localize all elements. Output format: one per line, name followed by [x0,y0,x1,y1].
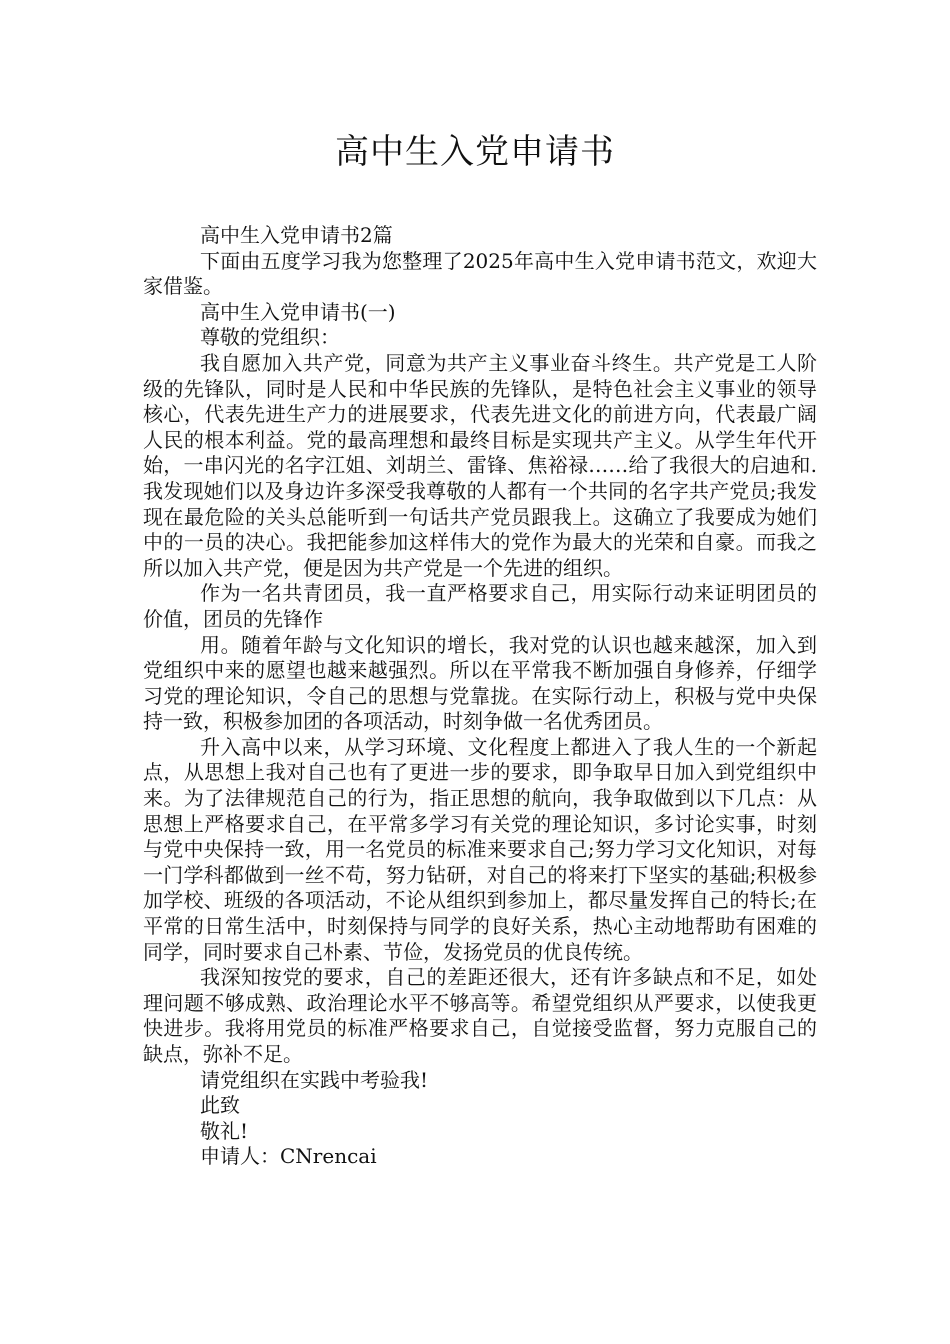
closing-regards: 敬礼! [200,1118,249,1143]
section-heading: 高中生入党申请书(一) [200,299,396,324]
intro-paragraph: 下面由五度学习我为您整理了2025年高中生入党申请书范文，欢迎大家借鉴。 [143,248,817,299]
body-paragraph: 我自愿加入共产党，同意为共产主义事业奋斗终生。共产党是工人阶级的先锋队，同时是人民和中华民族的先锋队，是特色社会主义事业的领导核心，代表先进生产力的进展要求，代表先进文化的前进方向，代表最广阔人民的根本利益。党的最高理想和最终目标是实现共产主义。从学生年代开始，一串闪光的名字江姐、刘胡兰、雷锋、焦裕禄……给了我很大的启迪和.我发现她们以及身边许多深受我尊敬的人都有一个共同的名字共产党员;我发现在最危险的关头总能听到一句话共产党员跟我上。这确立了我要成为她们中的一员的决心。我把能参加这样伟大的党作为最大的光荣和自豪。而我之所以加入共产党，便是因为共产党是一个先进的组织。 [143,350,817,580]
body-paragraph: 我深知按党的要求，自己的差距还很大，还有许多缺点和不足，如处理问题不够成熟、政治理论水平不够高等。希望党组织从严要求，以使我更快进步。我将用党员的标准严格要求自己，自觉接受监督，努力克服自己的缺点，弥补不足。 [143,965,817,1066]
document-body [143,223,817,1170]
page-title: 高中生入党申请书 [335,132,615,172]
salutation: 尊敬的党组织： [200,325,340,350]
body-paragraph: 升入高中以来，从学习环境、文化程度上都进入了我人生的一个新起点，从思想上我对自己也有了更进一步的要求，即争取早日加入到党组织中来。为了法律规范自己的行为，指正思想的航向，我争取做到以下几点：从思想上严格要求自己，在平常多学习有关党的理论知识，多讨论实事，时刻与党中央保持一致，用一名党员的标准来要求自己;努力学习文化知识，对每一门学科都做到一丝不苟，努力钻研，对自己的将来打下坚实的基础;积极参加学校、班级的各项活动，不论从组织到参加上，都尽量发挥自己的特长;在平常的日常生活中，时刻保持与同学的良好关系，热心主动地帮助有困难的同学，同时要求自己朴素、节俭，发扬党员的优良传统。 [143,734,817,964]
subtitle-line: 高中生入党申请书2篇 [200,223,393,247]
closing-request: 请党组织在实践中考验我! [200,1067,429,1092]
body-paragraph: 作为一名共青团员，我一直严格要求自己，用实际行动来证明团员的价值，团员的先锋作 [143,581,817,631]
body-paragraph: 用。随着年龄与文化知识的增长，我对党的认识也越来越深，加入到党组织中来的愿望也越来越强烈。所以在平常我不断加强自身修养，仔细学习党的理论知识，令自己的思想与党靠拢。在实际行动上，积极与党中央保持一致，积极参加团的各项活动，时刻争做一名优秀团员。 [143,632,817,734]
closing-line: 此致 [200,1093,240,1118]
applicant-signature: 申请人：CNrencai [200,1144,377,1169]
